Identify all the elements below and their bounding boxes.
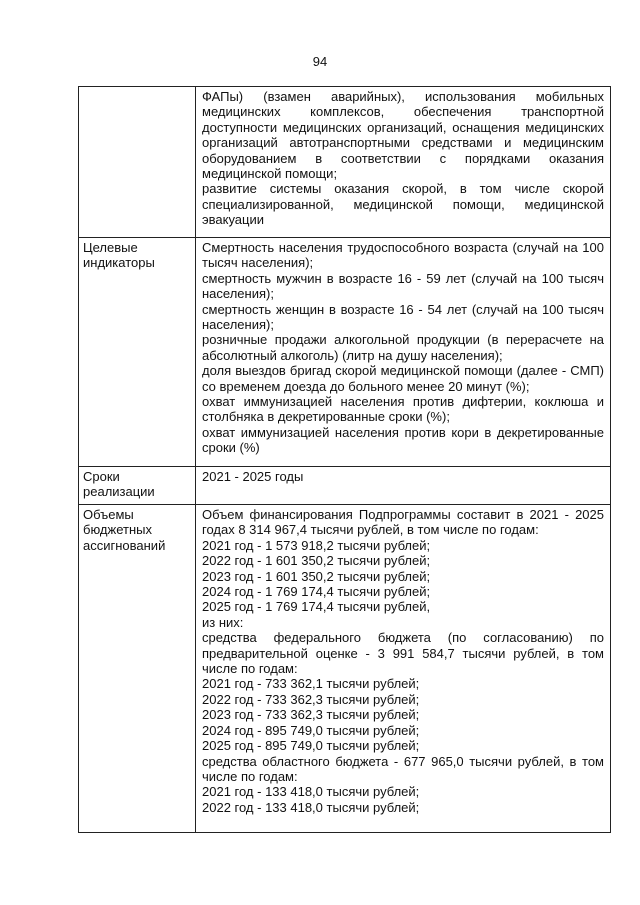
paragraph: ФАПы) (взамен аварийных), использования мобильных медицинских комплексов, обеспечения транспортной доступности медицинских организаций, оснащения медицинских организаций автотранспортными средствами и медицинским оборудованием в соответствии с порядками оказания медицинской помощи;: [202, 89, 604, 182]
paragraph: 2025 год - 895 749,0 тысячи рублей;: [202, 738, 420, 754]
paragraph: 2024 год - 895 749,0 тысячи рублей;: [202, 722, 420, 738]
paragraph: розничные продажи алкогольной продукции (в перерасчете на абсолютный алкоголь) (литр на душу населения);: [202, 332, 604, 363]
paragraph: охват иммунизацией населения против кори в декретированные сроки (%): [202, 424, 604, 456]
paragraph: средства областного бюджета - 677 965,0 тысячи рублей, в том числе по годам:: [202, 753, 604, 784]
row-content-cell: [196, 238, 611, 467]
row-content-cell: [196, 467, 611, 505]
paragraph: 2022 год - 133 418,0 тысячи рублей;: [202, 799, 420, 815]
paragraph: смертность мужчин в возрасте 16 - 59 лет (случай на 100 тысяч населения);: [202, 270, 604, 302]
paragraph: 2021 год - 1 573 918,2 тысячи рублей;: [202, 537, 431, 553]
row-label-cell: [79, 87, 196, 238]
page-number: 94: [312, 54, 328, 69]
row-label: Целевые индикаторы: [83, 240, 155, 271]
table-row: [79, 238, 611, 467]
table-row: [79, 87, 611, 238]
paragraph: Объем финансирования Подпрограммы составит в 2021 - 2025 годах 8 314 967,4 тысячи рублей, в том числе по годам:: [202, 507, 604, 538]
paragraph: 2025 год - 1 769 174,4 тысячи рублей,: [202, 599, 431, 615]
paragraph: развитие системы оказания скорой, в том числе скорой специализированной, медицинской помощи, медицинской эвакуации: [202, 181, 604, 228]
paragraph: 2023 год - 1 601 350,2 тысячи рублей;: [202, 568, 431, 584]
paragraph: 2022 год - 1 601 350,2 тысячи рублей;: [202, 553, 431, 569]
row-content-cell: [196, 505, 611, 833]
paragraph: 2023 год - 733 362,3 тысячи рублей;: [202, 707, 420, 723]
paragraph: смертность женщин в возрасте 16 - 54 лет (случай на 100 тысяч населения);: [202, 301, 604, 333]
paragraph: из них:: [202, 614, 244, 630]
paragraph: средства федерального бюджета (по согласованию) по предварительной оценке - 3 991 584,7 тысячи рублей, в том числе по годам:: [202, 630, 604, 677]
paragraph: 2021 - 2025 годы: [202, 469, 304, 484]
row-label-cell: [79, 505, 196, 833]
row-label: Объемы бюджетных ассигнований: [83, 507, 166, 553]
row-label-cell: [79, 238, 196, 467]
paragraph: 2024 год - 1 769 174,4 тысячи рублей;: [202, 584, 431, 600]
paragraph: 2021 год - 133 418,0 тысячи рублей;: [202, 784, 420, 800]
paragraph: 2022 год - 733 362,3 тысячи рублей;: [202, 691, 420, 707]
paragraph: Смертность населения трудоспособного возраста (случай на 100 тысяч населения);: [202, 240, 604, 271]
row-label: Сроки реализации: [83, 469, 155, 500]
paragraph: 2021 год - 733 362,1 тысячи рублей;: [202, 676, 420, 692]
paragraph: доля выездов бригад скорой медицинской помощи (далее - СМП) со временем доезда до больного менее 20 минут (%);: [202, 363, 604, 394]
row-label-cell: [79, 467, 196, 505]
row-content-cell: [196, 87, 611, 238]
table-row: [79, 467, 611, 505]
paragraph: охват иммунизацией населения против дифтерии, коклюша и столбняка в декретированные сроки (%);: [202, 394, 604, 425]
program-passport-table: [78, 86, 611, 833]
table-row: [79, 505, 611, 833]
